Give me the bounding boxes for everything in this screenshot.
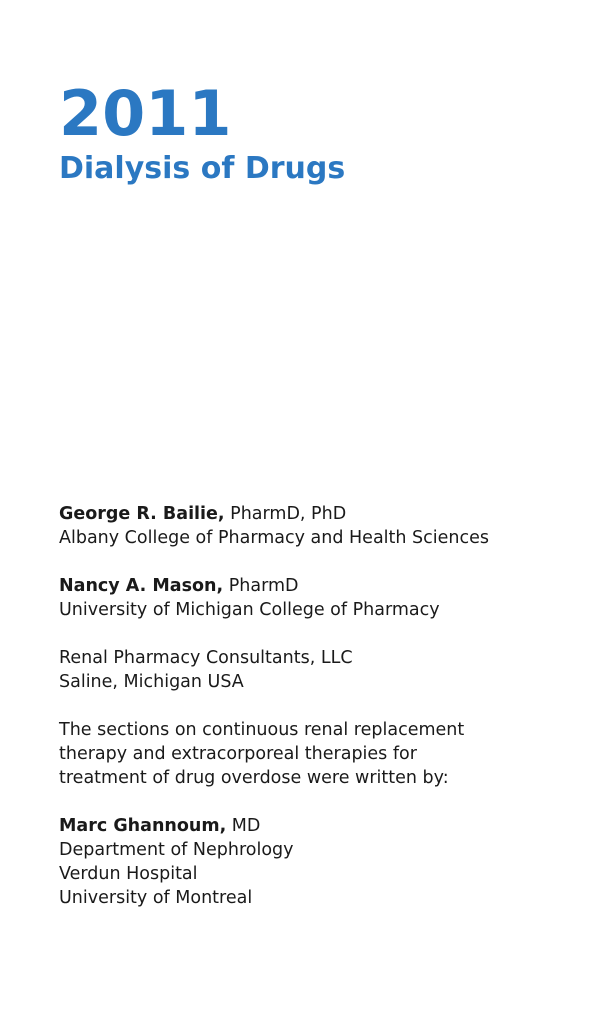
publisher-block: [59, 646, 579, 694]
note-line-3: treatment of drug overdose were written by:: [59, 768, 449, 788]
title-year: 2011: [59, 77, 232, 150]
author-1-line: [59, 502, 579, 526]
note-line-2: therapy and extracorporeal therapies for: [59, 744, 417, 764]
author-1-name: George R. Bailie,: [59, 504, 225, 524]
note-line-1: The sections on continuous renal replacement: [59, 720, 465, 740]
author-2-credentials: PharmD: [223, 576, 299, 596]
author-2-line: [59, 574, 579, 598]
author-block-2: [59, 574, 579, 622]
author-2-name: Nancy A. Mason,: [59, 576, 224, 596]
author-1-credentials: PharmD, PhD: [224, 504, 347, 524]
contributor-line: [59, 814, 579, 838]
title-subtitle: Dialysis of Drugs: [59, 151, 346, 186]
author-2-affiliation: University of Michigan College of Pharmacy: [59, 600, 440, 620]
contributor-credentials: MD: [226, 816, 261, 836]
publisher-location: Saline, Michigan USA: [59, 672, 244, 692]
author-1-affiliation: Albany College of Pharmacy and Health Sciences: [59, 528, 489, 548]
contributor-block: [59, 814, 579, 910]
publisher-name: Renal Pharmacy Consultants, LLC: [59, 648, 353, 668]
credits-section: [59, 502, 579, 934]
contributor-affiliation-1: Department of Nephrology: [59, 840, 294, 860]
contributor-affiliation-3: University of Montreal: [59, 888, 253, 908]
author-block-1: [59, 502, 579, 550]
contributor-name: Marc Ghannoum,: [59, 816, 227, 836]
note-block: [59, 718, 579, 790]
contributor-affiliation-2: Verdun Hospital: [59, 864, 198, 884]
